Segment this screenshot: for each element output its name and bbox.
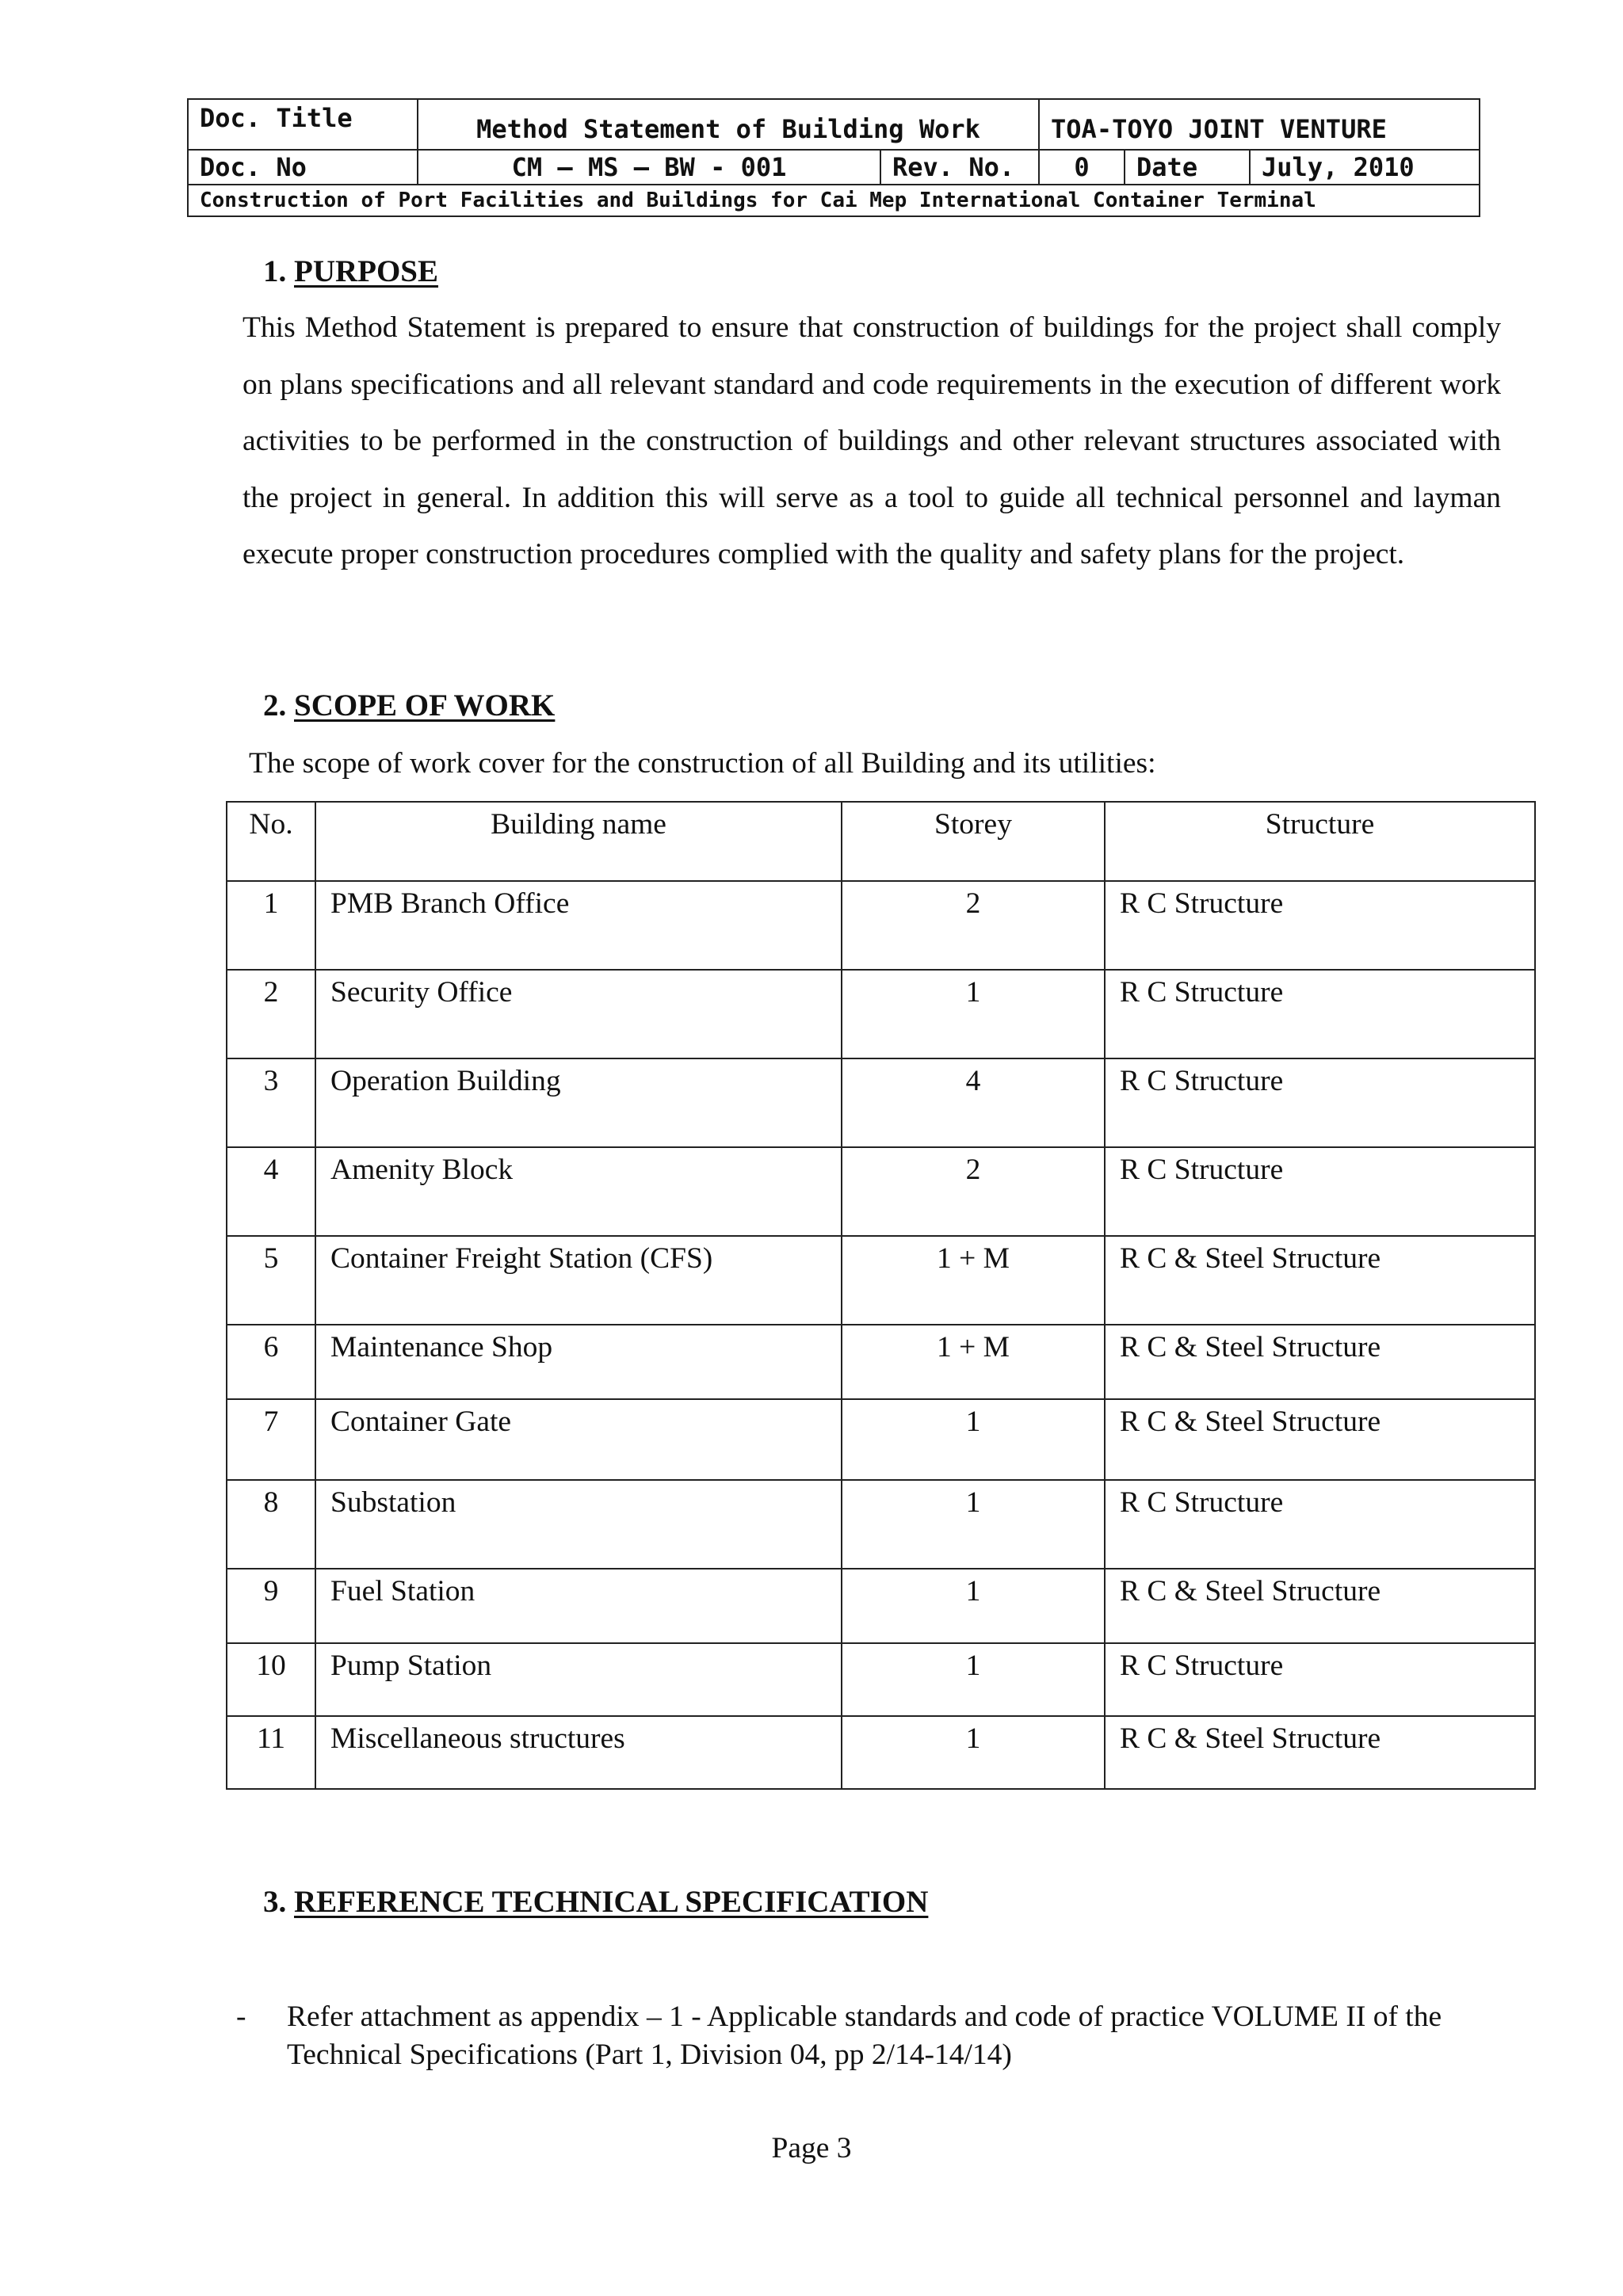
- row-building-name: Fuel Station: [315, 1569, 842, 1643]
- header-no: No.: [227, 802, 315, 881]
- table-row: [227, 1716, 1535, 1789]
- section-1-heading: [263, 254, 438, 289]
- header-storey: Storey: [842, 802, 1105, 881]
- table-row: [227, 881, 1535, 970]
- page-number: Page 3: [771, 2132, 852, 2164]
- purpose-paragraph: This Method Statement is prepared to ensure that construction of buildings for the project shall comply on plans specifications and all relevant standard and code requirements in the execution of different work activities to be performed in the construction of buildings and other relevant structures associated with the project in general. In addition this will serve as a tool to guide all technical personnel and layman execute proper construction procedures complied with the quality and safety plans for the project.: [242, 311, 1501, 570]
- row-storey: 2: [842, 881, 1105, 970]
- row-structure: R C & Steel Structure: [1105, 1325, 1535, 1399]
- table-row: [227, 1236, 1535, 1325]
- row-storey: 1: [842, 1569, 1105, 1643]
- table-row: [227, 1399, 1535, 1480]
- row-building-name: Container Freight Station (CFS): [315, 1236, 842, 1325]
- row-building-name: Container Gate: [315, 1399, 842, 1480]
- doc-no-value: CM – MS – BW - 001: [418, 150, 880, 185]
- date-label: Date: [1125, 150, 1250, 185]
- project-name: Construction of Port Facilities and Buildings for Cai Mep International Container Terminal: [188, 185, 1480, 216]
- section-3-heading: [263, 1884, 928, 1920]
- row-structure: R C & Steel Structure: [1105, 1716, 1535, 1789]
- row-storey: 1: [842, 970, 1105, 1058]
- row-no: 3: [227, 1058, 315, 1147]
- row-storey: 1: [842, 1643, 1105, 1716]
- row-no: 11: [227, 1716, 315, 1789]
- section-1-number: 1.: [263, 254, 287, 288]
- row-building-name: Miscellaneous structures: [315, 1716, 842, 1789]
- header-building-name: Building name: [315, 802, 842, 881]
- row-structure: R C Structure: [1105, 1643, 1535, 1716]
- section-3-number: 3.: [263, 1885, 287, 1919]
- rev-no-label: Rev. No.: [880, 150, 1039, 185]
- document-header-table: [187, 98, 1480, 217]
- row-no: 4: [227, 1147, 315, 1236]
- date-value: July, 2010: [1250, 150, 1480, 185]
- rev-no-value: 0: [1039, 150, 1125, 185]
- table-row: [227, 1058, 1535, 1147]
- section-2-title: SCOPE OF WORK: [294, 688, 556, 723]
- table-row: [227, 1569, 1535, 1643]
- row-building-name: Maintenance Shop: [315, 1325, 842, 1399]
- row-structure: R C & Steel Structure: [1105, 1399, 1535, 1480]
- row-building-name: Substation: [315, 1480, 842, 1569]
- table-header-row: [227, 802, 1535, 881]
- row-building-name: Security Office: [315, 970, 842, 1058]
- row-storey: 1 + M: [842, 1236, 1105, 1325]
- building-scope-table: [226, 801, 1536, 1790]
- scope-intro: The scope of work cover for the construction of all Building and its utilities:: [249, 747, 1156, 780]
- bullet-marker: -: [236, 2000, 246, 2033]
- row-storey: 4: [842, 1058, 1105, 1147]
- table-row: [227, 1480, 1535, 1569]
- row-storey: 2: [842, 1147, 1105, 1236]
- reference-text: Refer attachment as appendix – 1 - Applicable standards and code of practice VOLUME II of the Technical Specifications (Part 1, Division 04, pp 2/14-14/14): [287, 2000, 1442, 2071]
- section-2-number: 2.: [263, 688, 287, 723]
- row-no: 10: [227, 1643, 315, 1716]
- row-structure: R C Structure: [1105, 970, 1535, 1058]
- table-row: [227, 1147, 1535, 1236]
- row-no: 1: [227, 881, 315, 970]
- row-no: 8: [227, 1480, 315, 1569]
- row-no: 5: [227, 1236, 315, 1325]
- row-structure: R C & Steel Structure: [1105, 1569, 1535, 1643]
- row-structure: R C Structure: [1105, 881, 1535, 970]
- row-structure: R C Structure: [1105, 1058, 1535, 1147]
- row-storey: 1: [842, 1716, 1105, 1789]
- section-3-title: REFERENCE TECHNICAL SPECIFICATION: [294, 1885, 929, 1919]
- row-structure: R C Structure: [1105, 1480, 1535, 1569]
- row-no: 7: [227, 1399, 315, 1480]
- row-structure: R C & Steel Structure: [1105, 1236, 1535, 1325]
- row-building-name: Pump Station: [315, 1643, 842, 1716]
- company-name: TOA-TOYO JOINT VENTURE: [1039, 99, 1480, 150]
- table-row: [227, 970, 1535, 1058]
- row-no: 9: [227, 1569, 315, 1643]
- row-building-name: Amenity Block: [315, 1147, 842, 1236]
- header-structure: Structure: [1105, 802, 1535, 881]
- doc-no-label: Doc. No: [188, 150, 418, 185]
- row-storey: 1 + M: [842, 1325, 1105, 1399]
- row-building-name: Operation Building: [315, 1058, 842, 1147]
- row-structure: R C Structure: [1105, 1147, 1535, 1236]
- doc-title-value: Method Statement of Building Work: [418, 99, 1039, 150]
- section-1-title: PURPOSE: [294, 254, 439, 288]
- row-no: 2: [227, 970, 315, 1058]
- table-row: [227, 1643, 1535, 1716]
- section-2-heading: [263, 688, 555, 723]
- row-storey: 1: [842, 1399, 1105, 1480]
- doc-title-label: Doc. Title: [188, 99, 418, 150]
- row-building-name: PMB Branch Office: [315, 881, 842, 970]
- table-row: [227, 1325, 1535, 1399]
- row-no: 6: [227, 1325, 315, 1399]
- row-storey: 1: [842, 1480, 1105, 1569]
